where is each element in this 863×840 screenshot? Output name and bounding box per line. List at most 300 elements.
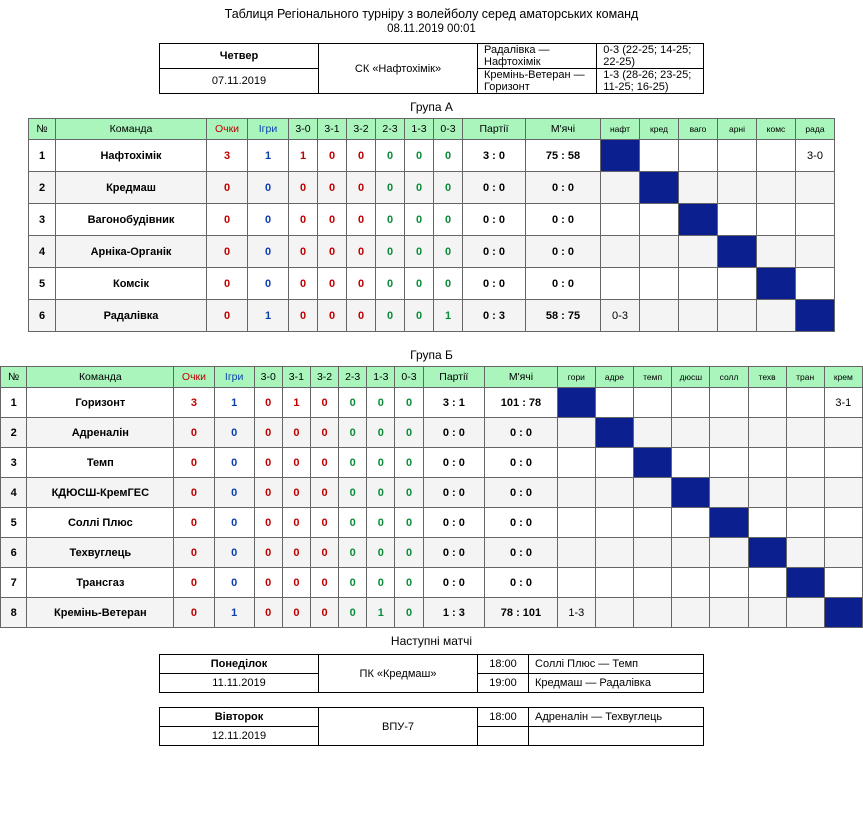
row-3-0: 1 xyxy=(289,140,318,172)
matrix-result-cell xyxy=(786,538,824,568)
matrix-result-cell xyxy=(824,418,862,448)
table-row xyxy=(1,448,863,478)
upcoming-time-0-0: 18:00 xyxy=(478,655,529,674)
row-number: 8 xyxy=(1,598,27,628)
row-points: 0 xyxy=(207,204,248,236)
col-abbr-soll: солл xyxy=(710,367,748,388)
matrix-result-cell xyxy=(557,538,595,568)
matrix-result-cell xyxy=(557,478,595,508)
row-3-1: 0 xyxy=(282,508,310,538)
matrix-result-cell xyxy=(557,418,595,448)
row-number: 5 xyxy=(1,508,27,538)
upcoming-block-0 xyxy=(159,654,704,693)
matrix-result-cell xyxy=(786,448,824,478)
table-header-row xyxy=(29,119,835,140)
row-3-2: 0 xyxy=(310,508,338,538)
table-row xyxy=(1,568,863,598)
col-games: Ігри xyxy=(214,367,254,388)
matrix-result-cell xyxy=(786,388,824,418)
row-1-3: 0 xyxy=(367,478,395,508)
col-3-0: 3-0 xyxy=(254,367,282,388)
row-3-1: 0 xyxy=(318,268,347,300)
played-pair-1: Кремінь-Ветеран — Горизонт xyxy=(478,69,597,94)
upcoming-label: Наступні матчі xyxy=(390,634,473,648)
matrix-result-cell xyxy=(748,388,786,418)
row-games: 0 xyxy=(214,568,254,598)
matrix-result-cell xyxy=(824,568,862,598)
matrix-result-cell xyxy=(796,236,835,268)
row-3-2: 0 xyxy=(310,538,338,568)
row-0-3: 0 xyxy=(395,508,423,538)
matrix-result-cell xyxy=(757,172,796,204)
row-sets: 1 : 3 xyxy=(423,598,485,628)
played-venue: СК «Нафтохімік» xyxy=(319,44,478,94)
group-a-label: Група А xyxy=(410,100,453,114)
col-3-2: 3-2 xyxy=(347,119,376,140)
group-a-body xyxy=(29,140,835,332)
matrix-result-cell xyxy=(672,568,710,598)
col-sets: Партії xyxy=(463,119,526,140)
group-b-label: Група Б xyxy=(410,348,453,362)
row-team-name: Радалівка xyxy=(56,300,207,332)
group-b-standings xyxy=(0,366,863,628)
row-sets: 0 : 0 xyxy=(463,236,526,268)
row-number: 2 xyxy=(29,172,56,204)
row-0-3: 0 xyxy=(434,140,463,172)
row-balls: 0 : 0 xyxy=(485,568,558,598)
row-3-2: 0 xyxy=(347,268,376,300)
matrix-result-cell xyxy=(757,204,796,236)
row-balls: 0 : 0 xyxy=(485,478,558,508)
col-0-3: 0-3 xyxy=(434,119,463,140)
col-3-0: 3-0 xyxy=(289,119,318,140)
matrix-result-cell xyxy=(640,204,679,236)
matrix-diagonal-cell xyxy=(679,204,718,236)
table-row xyxy=(1,418,863,448)
table-row xyxy=(160,44,704,69)
col-3-1: 3-1 xyxy=(282,367,310,388)
row-number: 3 xyxy=(1,448,27,478)
row-3-1: 0 xyxy=(318,204,347,236)
row-3-1: 0 xyxy=(282,538,310,568)
matrix-result-cell xyxy=(679,172,718,204)
row-2-3: 0 xyxy=(339,418,367,448)
row-1-3: 0 xyxy=(367,568,395,598)
matrix-diagonal-cell xyxy=(796,300,835,332)
row-0-3: 0 xyxy=(395,568,423,598)
table-row xyxy=(29,300,835,332)
table-row xyxy=(160,655,704,674)
table-row xyxy=(29,236,835,268)
row-sets: 0 : 0 xyxy=(423,448,485,478)
col-abbr-koms: комс xyxy=(757,119,796,140)
played-date: 07.11.2019 xyxy=(160,69,319,94)
row-balls: 78 : 101 xyxy=(485,598,558,628)
row-number: 6 xyxy=(29,300,56,332)
row-team-name: КДЮСШ-КремГЕС xyxy=(27,478,174,508)
matrix-diagonal-cell xyxy=(718,236,757,268)
matrix-diagonal-cell xyxy=(786,568,824,598)
row-2-3: 0 xyxy=(339,478,367,508)
matrix-result-cell: 0-3 xyxy=(601,300,640,332)
matrix-result-cell xyxy=(786,418,824,448)
row-sets: 0 : 0 xyxy=(463,172,526,204)
matrix-result-cell xyxy=(718,204,757,236)
matrix-result-cell xyxy=(718,172,757,204)
row-points: 0 xyxy=(174,448,214,478)
row-points: 3 xyxy=(174,388,214,418)
row-points: 0 xyxy=(174,598,214,628)
col-3-1: 3-1 xyxy=(318,119,347,140)
upcoming-time-1-1 xyxy=(478,727,529,746)
row-team-name: Кредмаш xyxy=(56,172,207,204)
matrix-result-cell xyxy=(710,568,748,598)
row-games: 1 xyxy=(248,300,289,332)
row-1-3: 0 xyxy=(405,268,434,300)
matrix-result-cell xyxy=(595,478,633,508)
col-sets: Партії xyxy=(423,367,485,388)
matrix-result-cell xyxy=(757,300,796,332)
row-games: 1 xyxy=(248,140,289,172)
col-balls: М'ячі xyxy=(526,119,601,140)
row-2-3: 0 xyxy=(339,598,367,628)
row-2-3: 0 xyxy=(376,140,405,172)
row-2-3: 0 xyxy=(339,388,367,418)
row-3-2: 0 xyxy=(310,388,338,418)
col-abbr-dyush: дюсш xyxy=(672,367,710,388)
row-games: 0 xyxy=(214,448,254,478)
matrix-result-cell xyxy=(679,140,718,172)
row-sets: 0 : 0 xyxy=(423,508,485,538)
row-points: 0 xyxy=(174,508,214,538)
matrix-result-cell xyxy=(595,598,633,628)
row-number: 4 xyxy=(1,478,27,508)
matrix-result-cell xyxy=(748,598,786,628)
matrix-result-cell xyxy=(595,388,633,418)
row-3-2: 0 xyxy=(310,598,338,628)
row-2-3: 0 xyxy=(376,236,405,268)
row-3-0: 0 xyxy=(254,598,282,628)
matrix-result-cell xyxy=(672,448,710,478)
row-sets: 3 : 1 xyxy=(423,388,485,418)
matrix-result-cell xyxy=(710,478,748,508)
matrix-result-cell xyxy=(557,508,595,538)
row-team-name: Горизонт xyxy=(27,388,174,418)
upcoming-date-1: 12.11.2019 xyxy=(160,727,319,746)
matrix-diagonal-cell xyxy=(824,598,862,628)
row-team-name: Нафтохімік xyxy=(56,140,207,172)
matrix-result-cell xyxy=(748,568,786,598)
matrix-diagonal-cell xyxy=(557,388,595,418)
col-number: № xyxy=(29,119,56,140)
row-3-2: 0 xyxy=(347,140,376,172)
table-row xyxy=(1,478,863,508)
row-2-3: 0 xyxy=(339,448,367,478)
row-3-0: 0 xyxy=(254,568,282,598)
row-balls: 58 : 75 xyxy=(526,300,601,332)
table-row xyxy=(160,708,704,727)
matrix-result-cell xyxy=(601,236,640,268)
row-3-0: 0 xyxy=(254,388,282,418)
matrix-result-cell: 3-1 xyxy=(824,388,862,418)
row-1-3: 0 xyxy=(405,236,434,268)
row-games: 1 xyxy=(214,598,254,628)
matrix-result-cell xyxy=(640,236,679,268)
matrix-result-cell xyxy=(748,448,786,478)
row-number: 3 xyxy=(29,204,56,236)
matrix-diagonal-cell xyxy=(672,478,710,508)
upcoming-date-0: 11.11.2019 xyxy=(160,674,319,693)
row-points: 0 xyxy=(174,538,214,568)
played-result-0: 0-3 (22-25; 14-25; 22-25) xyxy=(597,44,704,69)
row-2-3: 0 xyxy=(376,204,405,236)
played-matches-table xyxy=(159,43,704,94)
matrix-result-cell xyxy=(672,598,710,628)
col-team: Команда xyxy=(56,119,207,140)
row-team-name: Адреналін xyxy=(27,418,174,448)
row-balls: 0 : 0 xyxy=(526,236,601,268)
row-points: 0 xyxy=(207,172,248,204)
matrix-result-cell xyxy=(710,388,748,418)
row-1-3: 0 xyxy=(405,140,434,172)
matrix-result-cell xyxy=(595,568,633,598)
col-0-3: 0-3 xyxy=(395,367,423,388)
row-0-3: 0 xyxy=(395,598,423,628)
upcoming-pair-0-1: Кредмаш — Радалівка xyxy=(529,674,704,693)
row-games: 0 xyxy=(214,538,254,568)
row-sets: 0 : 0 xyxy=(423,568,485,598)
table-row xyxy=(1,388,863,418)
row-3-0: 0 xyxy=(254,418,282,448)
played-day: Четвер xyxy=(160,44,319,69)
table-row xyxy=(29,204,835,236)
col-abbr-adre: адре xyxy=(595,367,633,388)
col-abbr-tehv: техв xyxy=(748,367,786,388)
page-timestamp: 08.11.2019 00:01 xyxy=(387,23,476,35)
row-0-3: 0 xyxy=(434,268,463,300)
col-number: № xyxy=(1,367,27,388)
row-2-3: 0 xyxy=(339,508,367,538)
col-2-3: 2-3 xyxy=(376,119,405,140)
matrix-result-cell xyxy=(601,268,640,300)
col-abbr-temp: темп xyxy=(634,367,672,388)
row-3-1: 0 xyxy=(282,598,310,628)
row-team-name: Вагонобудівник xyxy=(56,204,207,236)
row-games: 0 xyxy=(214,508,254,538)
matrix-result-cell xyxy=(748,508,786,538)
col-points: Очки xyxy=(174,367,214,388)
group-a-standings xyxy=(28,118,835,332)
matrix-result-cell xyxy=(595,538,633,568)
row-3-1: 0 xyxy=(318,140,347,172)
row-1-3: 0 xyxy=(367,448,395,478)
row-points: 0 xyxy=(174,418,214,448)
matrix-result-cell xyxy=(557,448,595,478)
row-games: 1 xyxy=(214,388,254,418)
upcoming-time-1-0: 18:00 xyxy=(478,708,529,727)
row-2-3: 0 xyxy=(376,268,405,300)
row-balls: 75 : 58 xyxy=(526,140,601,172)
matrix-result-cell: 1-3 xyxy=(557,598,595,628)
matrix-result-cell xyxy=(786,598,824,628)
row-1-3: 1 xyxy=(367,598,395,628)
matrix-result-cell xyxy=(557,568,595,598)
row-3-2: 0 xyxy=(347,204,376,236)
table-row xyxy=(1,538,863,568)
matrix-diagonal-cell xyxy=(634,448,672,478)
row-points: 0 xyxy=(207,268,248,300)
row-3-1: 0 xyxy=(282,448,310,478)
upcoming-pair-1-1 xyxy=(529,727,704,746)
row-3-0: 0 xyxy=(254,538,282,568)
matrix-result-cell xyxy=(718,140,757,172)
upcoming-block-1 xyxy=(159,707,704,746)
matrix-result-cell xyxy=(824,478,862,508)
row-3-0: 0 xyxy=(289,172,318,204)
table-row xyxy=(1,598,863,628)
row-sets: 0 : 0 xyxy=(463,268,526,300)
col-1-3: 1-3 xyxy=(405,119,434,140)
upcoming-pair-1-0: Адреналін — Техвуглець xyxy=(529,708,704,727)
row-3-2: 0 xyxy=(347,300,376,332)
matrix-result-cell xyxy=(710,418,748,448)
matrix-result-cell xyxy=(796,204,835,236)
row-balls: 0 : 0 xyxy=(485,418,558,448)
row-3-2: 0 xyxy=(310,478,338,508)
row-sets: 0 : 0 xyxy=(423,478,485,508)
matrix-result-cell xyxy=(710,598,748,628)
row-3-0: 0 xyxy=(254,448,282,478)
matrix-diagonal-cell xyxy=(757,268,796,300)
col-balls: М'ячі xyxy=(485,367,558,388)
row-number: 1 xyxy=(1,388,27,418)
row-3-1: 0 xyxy=(282,478,310,508)
row-3-2: 0 xyxy=(310,448,338,478)
row-1-3: 0 xyxy=(367,388,395,418)
row-0-3: 0 xyxy=(434,236,463,268)
played-pair-0: Радалівка — Нафтохімік xyxy=(478,44,597,69)
row-3-1: 0 xyxy=(282,418,310,448)
row-sets: 0 : 0 xyxy=(423,418,485,448)
row-sets: 3 : 0 xyxy=(463,140,526,172)
upcoming-day-1: Вівторок xyxy=(160,708,319,727)
row-0-3: 0 xyxy=(395,418,423,448)
row-3-1: 0 xyxy=(318,172,347,204)
col-abbr-krem: крем xyxy=(824,367,862,388)
row-team-name: Соллі Плюс xyxy=(27,508,174,538)
row-number: 7 xyxy=(1,568,27,598)
upcoming-venue-0: ПК «Кредмаш» xyxy=(319,655,478,693)
matrix-result-cell xyxy=(634,478,672,508)
col-abbr-arni: арні xyxy=(718,119,757,140)
row-3-1: 0 xyxy=(282,568,310,598)
page-title: Таблиця Регіонального турніру з волейболу серед аматорських команд xyxy=(224,7,639,21)
row-0-3: 0 xyxy=(395,538,423,568)
row-sets: 0 : 0 xyxy=(423,538,485,568)
table-row xyxy=(29,140,835,172)
row-number: 4 xyxy=(29,236,56,268)
row-3-1: 1 xyxy=(282,388,310,418)
row-0-3: 0 xyxy=(395,388,423,418)
row-balls: 0 : 0 xyxy=(526,268,601,300)
row-1-3: 0 xyxy=(367,418,395,448)
col-3-2: 3-2 xyxy=(310,367,338,388)
row-balls: 101 : 78 xyxy=(485,388,558,418)
row-points: 0 xyxy=(207,236,248,268)
matrix-result-cell xyxy=(640,268,679,300)
col-abbr-nafta: нафт xyxy=(601,119,640,140)
row-1-3: 0 xyxy=(405,172,434,204)
col-abbr-kred: кред xyxy=(640,119,679,140)
row-3-0: 0 xyxy=(289,236,318,268)
matrix-result-cell xyxy=(634,388,672,418)
matrix-result-cell xyxy=(634,538,672,568)
row-1-3: 0 xyxy=(405,204,434,236)
matrix-result-cell xyxy=(679,268,718,300)
matrix-result-cell xyxy=(718,268,757,300)
matrix-result-cell xyxy=(796,172,835,204)
row-2-3: 0 xyxy=(339,568,367,598)
col-2-3: 2-3 xyxy=(339,367,367,388)
matrix-result-cell xyxy=(672,418,710,448)
matrix-result-cell xyxy=(757,236,796,268)
row-points: 3 xyxy=(207,140,248,172)
row-balls: 0 : 0 xyxy=(485,448,558,478)
row-team-name: Кремінь-Ветеран xyxy=(27,598,174,628)
row-balls: 0 : 0 xyxy=(485,538,558,568)
col-abbr-tran: тран xyxy=(786,367,824,388)
row-3-2: 0 xyxy=(310,418,338,448)
matrix-diagonal-cell xyxy=(710,508,748,538)
row-balls: 0 : 0 xyxy=(485,508,558,538)
row-balls: 0 : 0 xyxy=(526,204,601,236)
row-3-2: 0 xyxy=(310,568,338,598)
row-3-1: 0 xyxy=(318,300,347,332)
row-0-3: 0 xyxy=(395,448,423,478)
row-team-name: Трансгаз xyxy=(27,568,174,598)
matrix-result-cell xyxy=(634,418,672,448)
upcoming-venue-1: ВПУ-7 xyxy=(319,708,478,746)
upcoming-day-0: Понеділок xyxy=(160,655,319,674)
row-games: 0 xyxy=(248,268,289,300)
row-team-name: Комсік xyxy=(56,268,207,300)
row-3-0: 0 xyxy=(254,478,282,508)
matrix-result-cell: 3-0 xyxy=(796,140,835,172)
matrix-result-cell xyxy=(601,204,640,236)
row-points: 0 xyxy=(174,478,214,508)
row-2-3: 0 xyxy=(376,172,405,204)
row-games: 0 xyxy=(214,418,254,448)
row-3-0: 0 xyxy=(254,508,282,538)
table-header-row xyxy=(1,367,863,388)
row-team-name: Арніка-Органік xyxy=(56,236,207,268)
matrix-result-cell xyxy=(824,508,862,538)
matrix-result-cell xyxy=(710,538,748,568)
table-row xyxy=(1,508,863,538)
row-1-3: 0 xyxy=(367,508,395,538)
row-games: 0 xyxy=(248,172,289,204)
matrix-result-cell xyxy=(640,300,679,332)
row-number: 6 xyxy=(1,538,27,568)
matrix-diagonal-cell xyxy=(595,418,633,448)
matrix-result-cell xyxy=(796,268,835,300)
row-number: 5 xyxy=(29,268,56,300)
matrix-result-cell xyxy=(672,388,710,418)
row-number: 2 xyxy=(1,418,27,448)
row-3-0: 0 xyxy=(289,300,318,332)
row-games: 0 xyxy=(248,204,289,236)
row-3-0: 0 xyxy=(289,268,318,300)
